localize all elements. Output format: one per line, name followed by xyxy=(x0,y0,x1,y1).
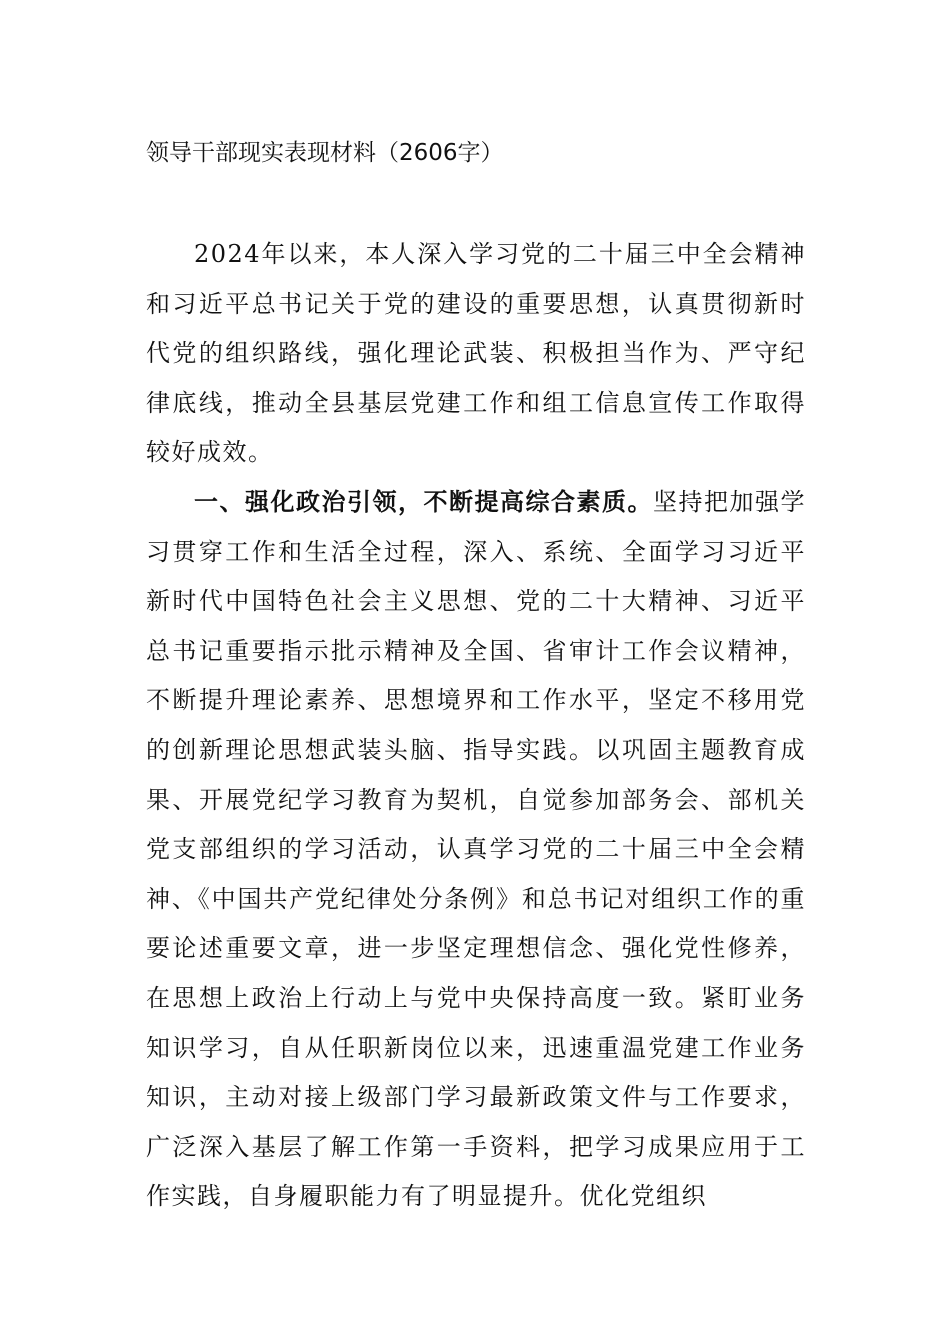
section-heading: 一、强化政治引领，不断提高综合素质。 xyxy=(194,487,653,516)
paragraph-section-1 xyxy=(146,478,806,1222)
paragraph-intro xyxy=(146,230,806,478)
document-title: 领导干部现实表现材料（2606字） xyxy=(146,140,504,166)
document-body xyxy=(146,230,806,1222)
paragraph-text: 2024年以来，本人深入学习党的二十届三中全会精神和习近平总书记关于党的建设的重要思想，认真贯彻新时代党的组织路线，强化理论武装、积极担当作为、严守纪律底线，推动全县基层党建工作和组工信息宣传工作取得较好成效。 xyxy=(146,240,806,467)
paragraph-text: 坚持把加强学习贯穿工作和生活全过程，深入、系统、全面学习习近平新时代中国特色社会主义思想、党的二十大精神、习近平总书记重要指示批示精神及全国、省审计工作会议精神，不断提升理论素养、思想境界和工作水平，坚定不移用党的创新理论思想武装头脑、指导实践。以巩固主题教育成果、开展党纪学习教育为契机，自觉参加部务会、部机关党支部组织的学习活动，认真学习党的二十届三中全会精神、《中国共产党纪律处分条例》和总书记对组织工作的重要论述重要文章，进一步坚定理想信念、强化党性修养，在思想上政治上行动上与党中央保持高度一致。紧盯业务知识学习，自从任职新岗位以来，迅速重温党建工作业务知识，主动对接上级部门学习最新政策文件与工作要求，广泛深入基层了解工作第一手资料，把学习成果应用于工作实践，自身履职能力有了明显提升。优化党组织 xyxy=(146,487,806,1211)
